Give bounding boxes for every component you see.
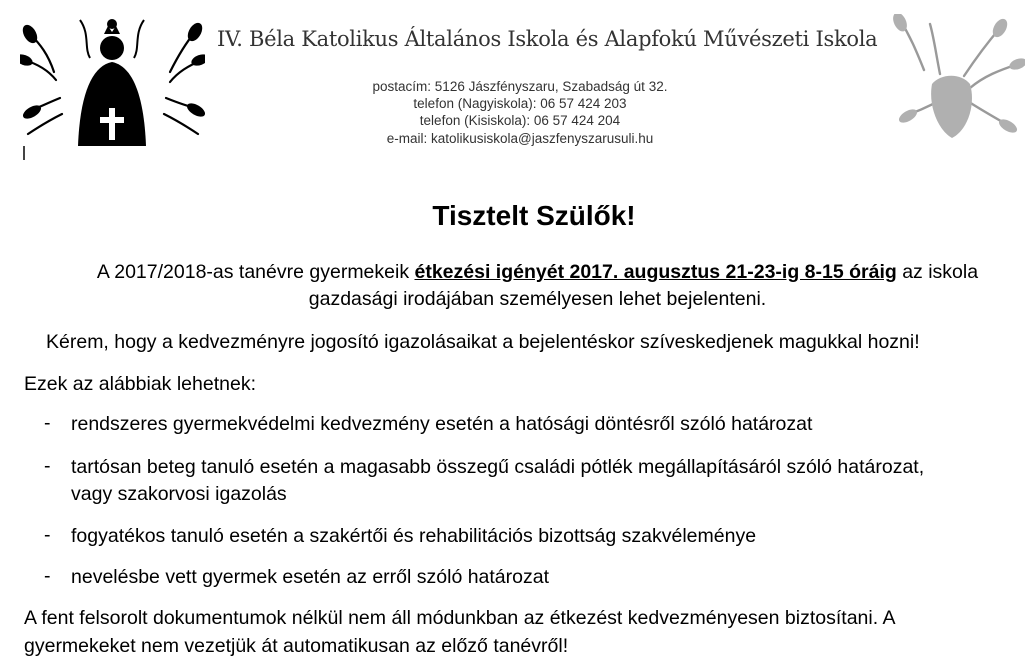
list-item: nevelésbe vett gyermek esetén az erről szóló határozat	[71, 566, 550, 588]
request-paragraph: Kérem, hogy a kedvezményre jogosító igazolásaikat a bejelentéskor szíveskedjenek magukkal hozni!	[46, 331, 920, 353]
closing-paragraph-line1: A fent felsorolt dokumentumok nélkül nem áll módunkban az étkezést kedvezményesen biztosítani. A	[24, 607, 896, 629]
list-item: tartósan beteg tanuló esetén a magasabb összegű családi pótlék megállapításáról szóló határozat,	[71, 456, 925, 478]
meal-registration-deadline: étkezési igényét 2017. augusztus 21-23-ig 8-15 óráig	[414, 261, 897, 283]
closing-paragraph-line2: gyermekeket nem vezetjük át automatikusan az előző tanévről!	[24, 635, 569, 657]
list-item-continuation: vagy szakorvosi igazolás	[71, 483, 287, 505]
postal-address: postacím: 5126 Jászfényszaru, Szabadság út 32.	[372, 79, 668, 94]
list-item: rendszeres gyermekvédelmi kedvezmény esetén a hatósági döntésről szóló határozat	[71, 413, 813, 435]
list-item: fogyatékos tanuló esetén a szakértői és rehabilitációs bizottság szakvéleménye	[71, 525, 757, 547]
school-logo-left	[20, 14, 205, 146]
list-bullet: -	[44, 455, 51, 477]
email-address: e-mail: katolikusiskola@jaszfenyszarusuli.hu	[386, 131, 654, 146]
list-bullet: -	[44, 524, 51, 546]
phone-main-school: telefon (Nagyiskola): 06 57 424 203	[413, 96, 627, 111]
school-name: IV. Béla Katolikus Általános Iskola és Alapfokú Művészeti Iskola	[217, 27, 878, 51]
phone-small-school: telefon (Kisiskola): 06 57 424 204	[419, 113, 621, 128]
text-cursor	[23, 146, 25, 160]
list-bullet: -	[44, 412, 51, 434]
intro-paragraph-line1: A 2017/2018-as tanévre gyermekeik étkezési igényét 2017. augusztus 21-23-ig 8-15 óráig az iskola	[96, 261, 979, 283]
intro-paragraph-line2: gazdasági irodájában személyesen lehet bejelenteni.	[308, 288, 767, 310]
list-intro: Ezek az alábbiak lehetnek:	[24, 373, 256, 395]
letter-title: Tisztelt Szülők!	[432, 200, 636, 231]
school-logo-right	[880, 14, 1025, 146]
list-bullet: -	[44, 565, 51, 587]
